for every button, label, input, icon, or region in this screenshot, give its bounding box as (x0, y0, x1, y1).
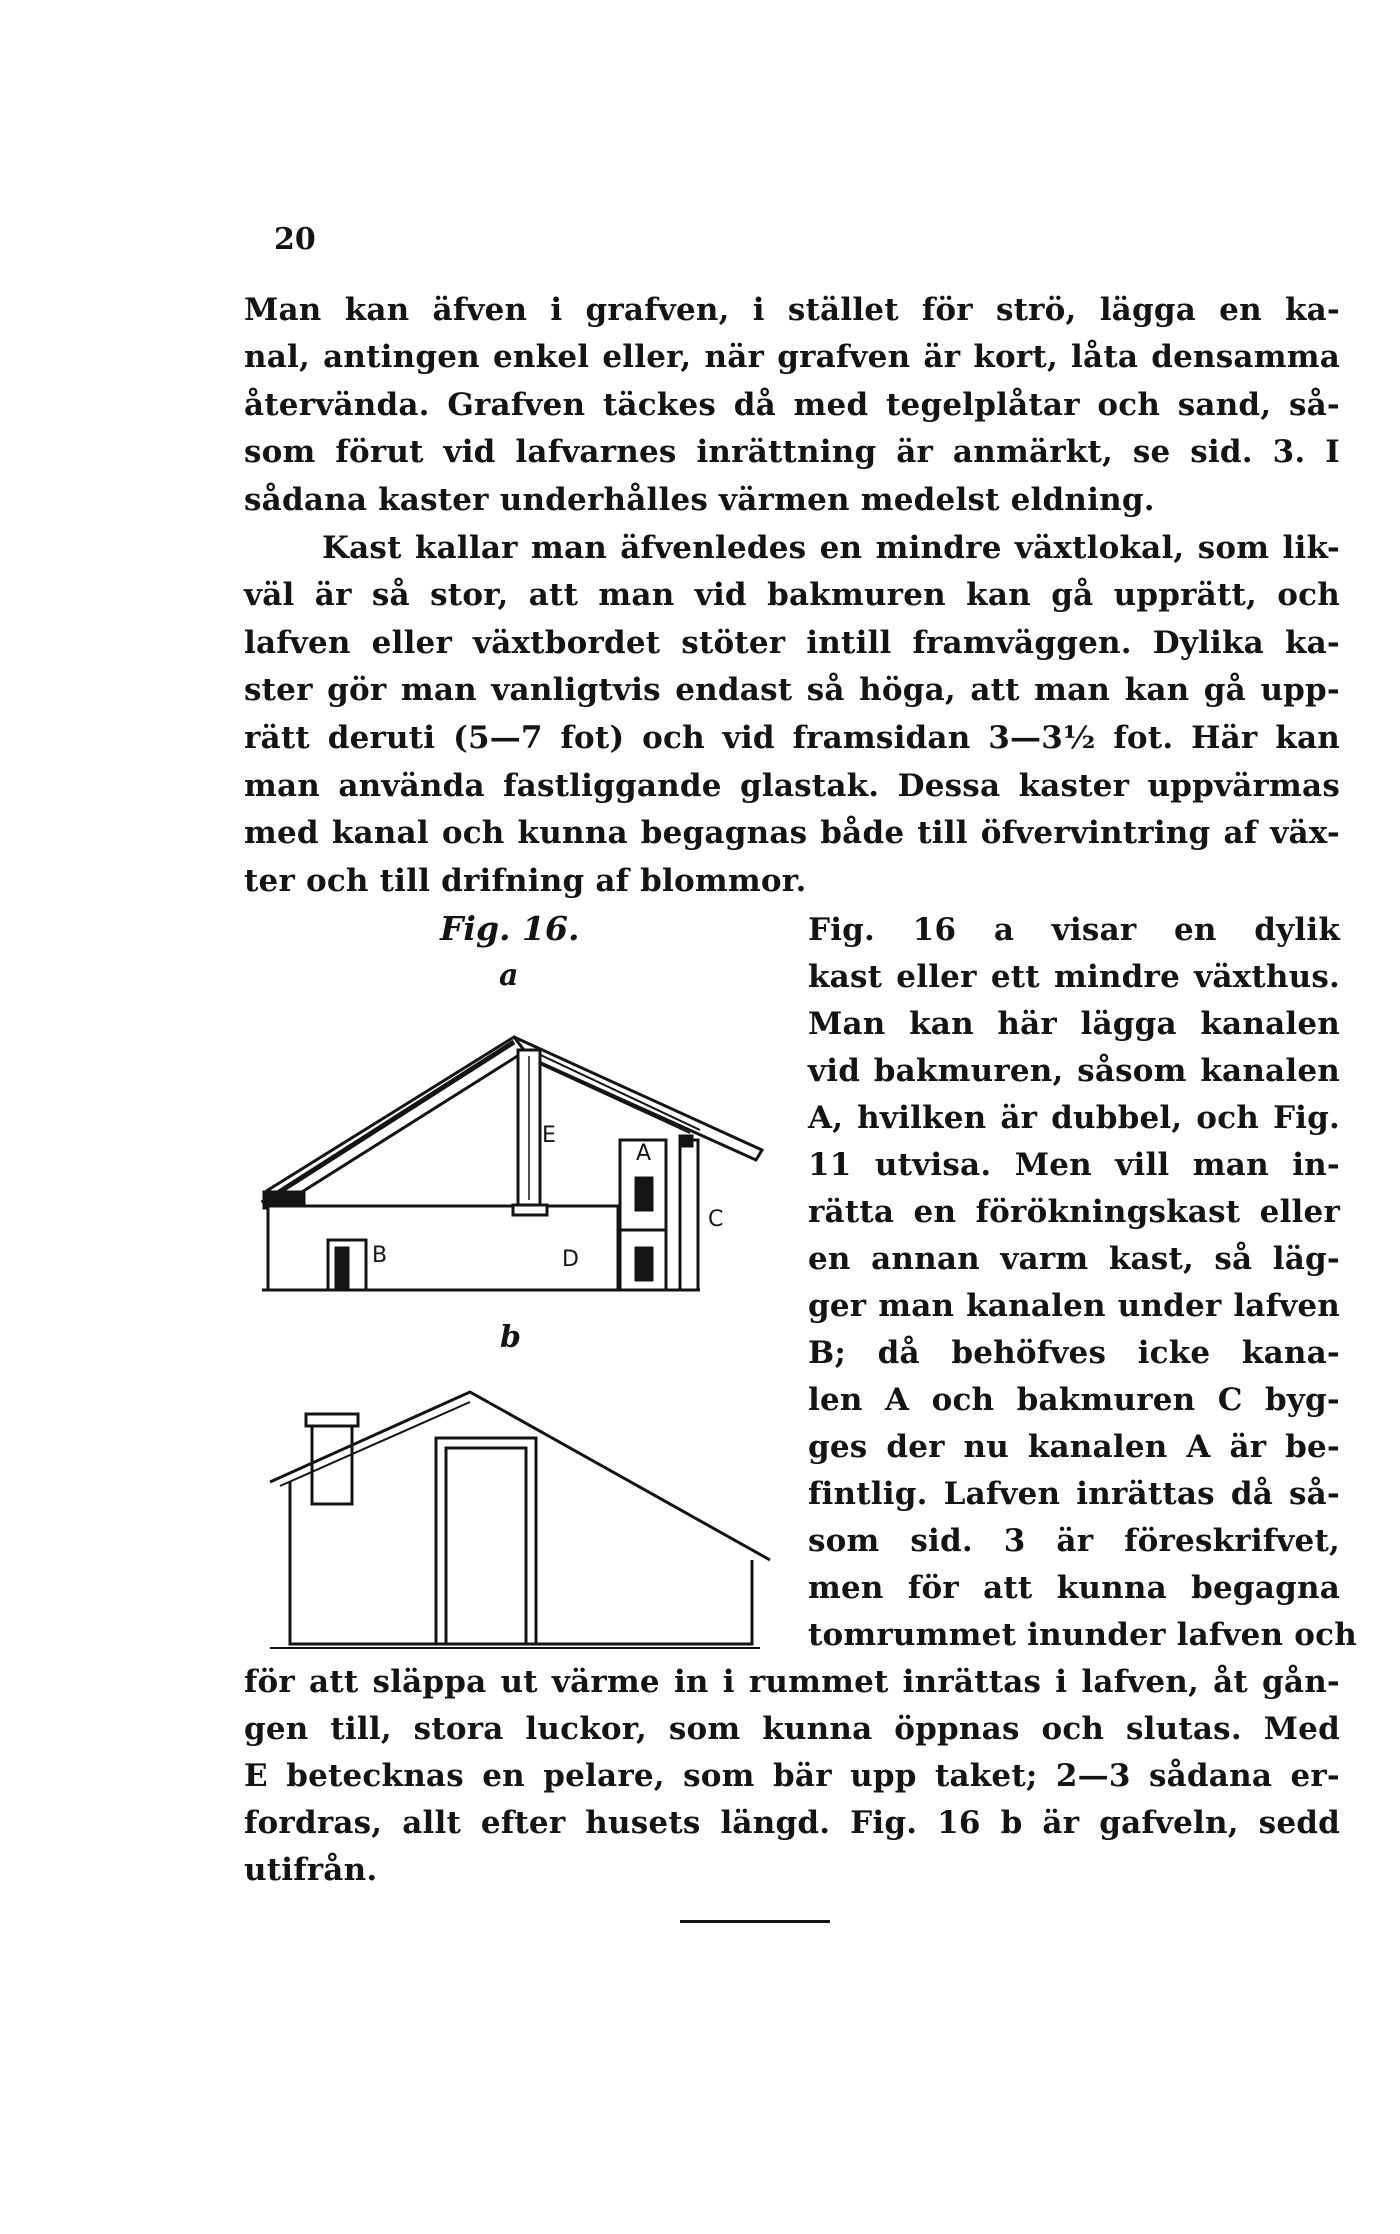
column-line: ger man kanalen under lafven (808, 1288, 1340, 1324)
paragraph-line: ster gör man vanligtvis endast så höga, att man kan gå upp- (244, 672, 1340, 708)
figure-letter-c: C (708, 1207, 724, 1232)
paragraph-line: nal, antingen enkel eller, när grafven är kort, låta densamma (244, 339, 1340, 375)
column-line: 11 utvisa. Men vill man in- (808, 1147, 1340, 1183)
column-line: rätta en förökningskast eller (808, 1194, 1340, 1230)
paragraph-line: ter och till drifning af blommor. (244, 863, 807, 899)
paragraph-line: rätt deruti (5—7 fot) och vid framsidan 3—3½ fot. Här kan (244, 720, 1340, 756)
column-line: B; då behöfves icke kana- (808, 1335, 1340, 1371)
column-line: men för att kunna begagna (808, 1570, 1340, 1606)
figure-title: Fig. 16. (440, 909, 580, 948)
column-line: Fig. 16 a visar en dylik (808, 912, 1340, 948)
figure-letter-a: A (636, 1141, 652, 1166)
paragraph-line: Man kan äfven i grafven, i stället för strö, lägga en ka- (244, 292, 1340, 328)
figure-16a-section (262, 1037, 762, 1290)
paragraph-line: återvända. Grafven täckes då med tegelplåtar och sand, så- (244, 387, 1340, 423)
paragraph-line: lafven eller växtbordet stöter intill framväggen. Dylika ka- (244, 625, 1340, 661)
paragraph-line: sådana kaster underhålles värmen medelst eldning. (244, 482, 1155, 518)
figure-letter-b: B (372, 1243, 388, 1268)
figure-label-a: a (499, 958, 519, 993)
column-line: vid bakmuren, såsom kanalen (808, 1053, 1340, 1089)
figure-letter-e: E (542, 1123, 556, 1148)
column-line: A, hvilken är dubbel, och Fig. (808, 1100, 1340, 1136)
column-line: kast eller ett mindre växthus. (808, 959, 1340, 995)
figure-16b-gable (270, 1392, 770, 1648)
paragraph-line: E betecknas en pelare, som bär upp taket; 2—3 sådana er- (244, 1758, 1340, 1794)
page-number: 20 (274, 222, 316, 257)
column-line: Man kan här lägga kanalen (808, 1006, 1340, 1042)
paragraph-line: utifrån. (244, 1852, 378, 1888)
column-line: len A och bakmuren C byg- (808, 1382, 1340, 1418)
column-line: en annan varm kast, så läg- (808, 1241, 1340, 1277)
paragraph-line: för att släppa ut värme in i rummet inrättas i lafven, åt gån- (244, 1664, 1340, 1700)
column-line: ges der nu kanalen A är be- (808, 1429, 1340, 1465)
column-line: tomrummet inunder lafven och (808, 1617, 1357, 1653)
end-rule (680, 1920, 830, 1923)
column-line: fintlig. Lafven inrättas då så- (808, 1476, 1340, 1512)
column-line: som sid. 3 är föreskrifvet, (808, 1523, 1340, 1559)
paragraph-line: väl är så stor, att man vid bakmuren kan gå upprätt, och (244, 577, 1340, 613)
paragraph-line: Kast kallar man äfvenledes en mindre växtlokal, som lik- (322, 530, 1340, 566)
paragraph-line: man använda fastliggande glastak. Dessa kaster uppvärmas (244, 768, 1340, 804)
paragraph-line: som förut vid lafvarnes inrättning är anmärkt, se sid. 3. I (244, 434, 1340, 470)
figure-label-b: b (500, 1320, 521, 1355)
figure-letter-d: D (562, 1247, 579, 1272)
paragraph-line: gen till, stora luckor, som kunna öppnas och slutas. Med (244, 1711, 1340, 1747)
paragraph-line: med kanal och kunna begagnas både till öfvervintring af väx- (244, 815, 1340, 851)
paragraph-line: fordras, allt efter husets längd. Fig. 16 b är gafveln, sedd (244, 1805, 1340, 1841)
